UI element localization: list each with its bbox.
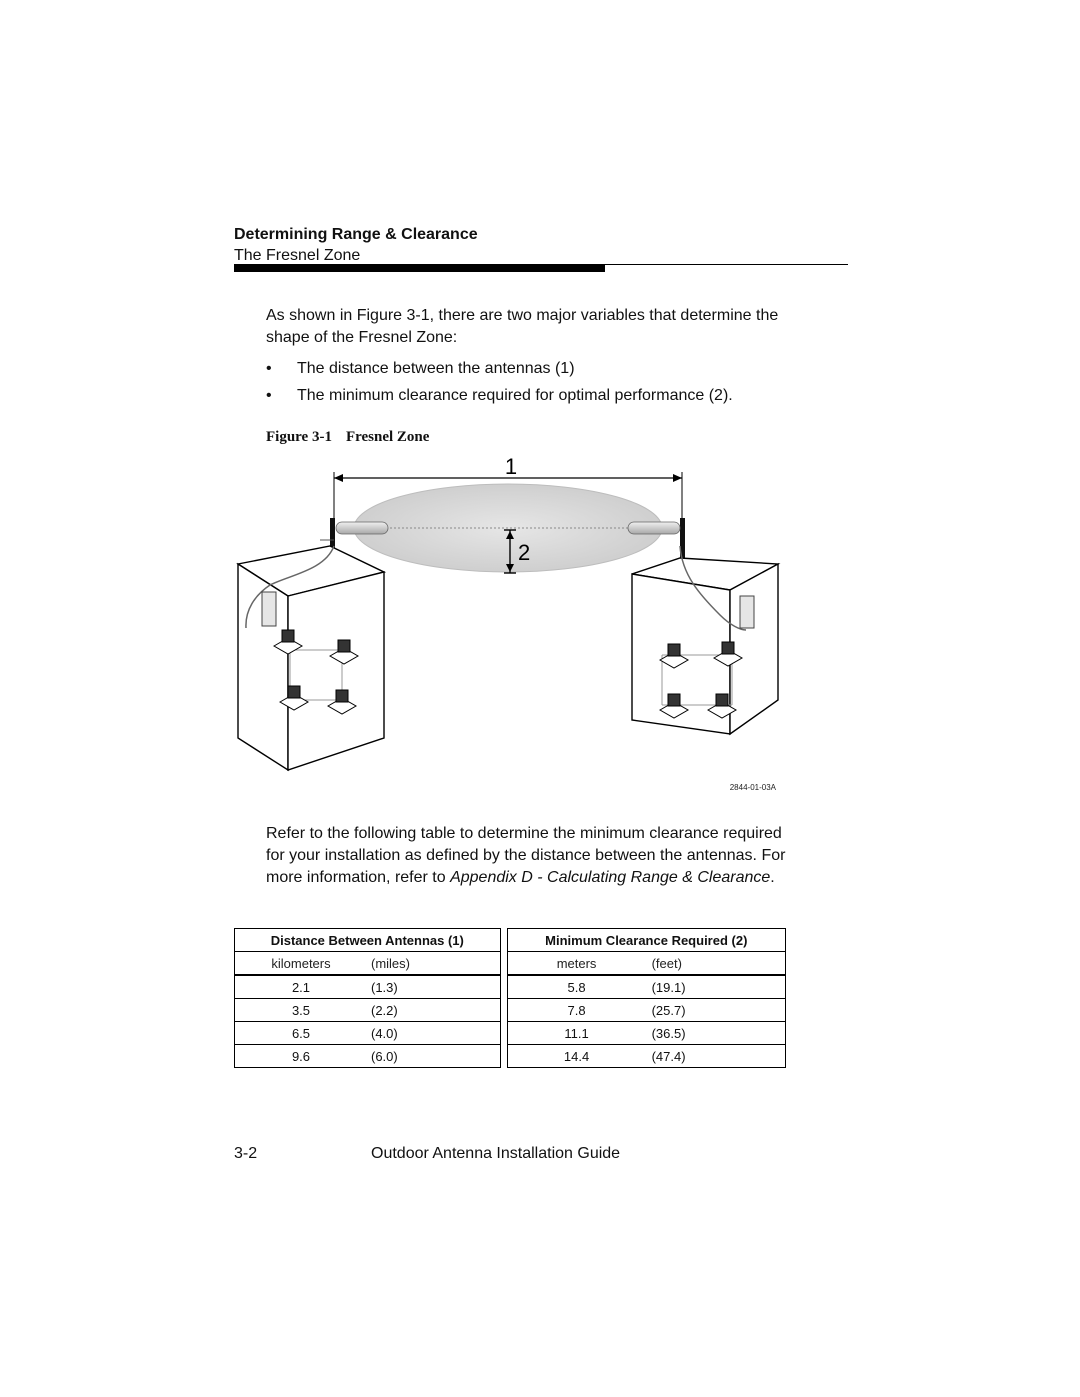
left-access-point-icon: [262, 592, 276, 626]
reference-paragraph: [266, 823, 786, 889]
cell-meters: 7.8: [507, 999, 646, 1022]
figure-caption: [266, 429, 429, 446]
table-row: [235, 1022, 786, 1045]
cell-miles: (1.3): [367, 975, 500, 999]
reference-end: .: [770, 869, 775, 886]
guide-title: Outdoor Antenna Installation Guide: [371, 1145, 621, 1162]
header-rule-bar: [234, 265, 605, 272]
cell-feet: (19.1): [646, 975, 786, 999]
figure-code: 2844-01-03A: [729, 783, 776, 792]
table-row: [235, 1045, 786, 1068]
unit-miles: (miles): [367, 952, 500, 976]
figure-title: Fresnel Zone: [345, 429, 430, 445]
page-number: 3-2: [234, 1145, 258, 1162]
list-item: [266, 358, 826, 385]
cell-km: 3.5: [235, 999, 368, 1022]
clearance-header: Minimum Clearance Required (2): [507, 929, 785, 952]
cell-km: 2.1: [235, 975, 368, 999]
figure-number: Figure 3-1: [266, 429, 332, 445]
cell-meters: 14.4: [507, 1045, 646, 1068]
table-row: [235, 975, 786, 999]
clearance-table: [234, 928, 786, 1068]
bullet-icon: •: [266, 387, 272, 404]
table-row: [235, 999, 786, 1022]
cell-feet: (25.7): [646, 999, 786, 1022]
cell-km: 9.6: [235, 1045, 368, 1068]
section-subtitle: The Fresnel Zone: [234, 247, 361, 264]
list-item: [266, 385, 826, 412]
unit-kilometers: kilometers: [235, 952, 368, 976]
cell-meters: 11.1: [507, 1022, 646, 1045]
cell-feet: (36.5): [646, 1022, 786, 1045]
section-title: Determining Range & Clearance: [234, 226, 478, 243]
clearance-label: 2: [518, 540, 531, 565]
right-building-icon: [632, 558, 778, 734]
unit-meters: meters: [507, 952, 646, 976]
bullet-icon: •: [266, 360, 272, 377]
table-units-row: [235, 952, 786, 976]
distance-header: Distance Between Antennas (1): [235, 929, 501, 952]
appendix-reference: Appendix D - Calculating Range & Clearance: [450, 869, 771, 886]
distance-label: 1: [504, 454, 518, 479]
list-item-text: The distance between the antennas (1): [297, 360, 575, 377]
intro-paragraph: As shown in Figure 3-1, there are two major variables that determine the shape of the Fresnel Zone:: [266, 307, 779, 346]
table-header-row: [235, 929, 786, 952]
cell-feet: (47.4): [646, 1045, 786, 1068]
reference-text: Refer to the following table to determine the minimum clearance required for your installation as defined by the distance between the antennas. For more information, refer to: [266, 825, 786, 886]
section-header: [234, 226, 848, 266]
cell-miles: (4.0): [367, 1022, 500, 1045]
list-item-text: The minimum clearance required for optimal performance (2).: [297, 387, 733, 404]
fresnel-zone-diagram: [230, 450, 790, 800]
cell-miles: (2.2): [367, 999, 500, 1022]
unit-feet: (feet): [646, 952, 786, 976]
cell-km: 6.5: [235, 1022, 368, 1045]
left-building-icon: [238, 546, 384, 770]
cell-miles: (6.0): [367, 1045, 500, 1068]
variables-list: [266, 358, 826, 412]
cell-meters: 5.8: [507, 975, 646, 999]
right-access-point-icon: [740, 596, 754, 628]
